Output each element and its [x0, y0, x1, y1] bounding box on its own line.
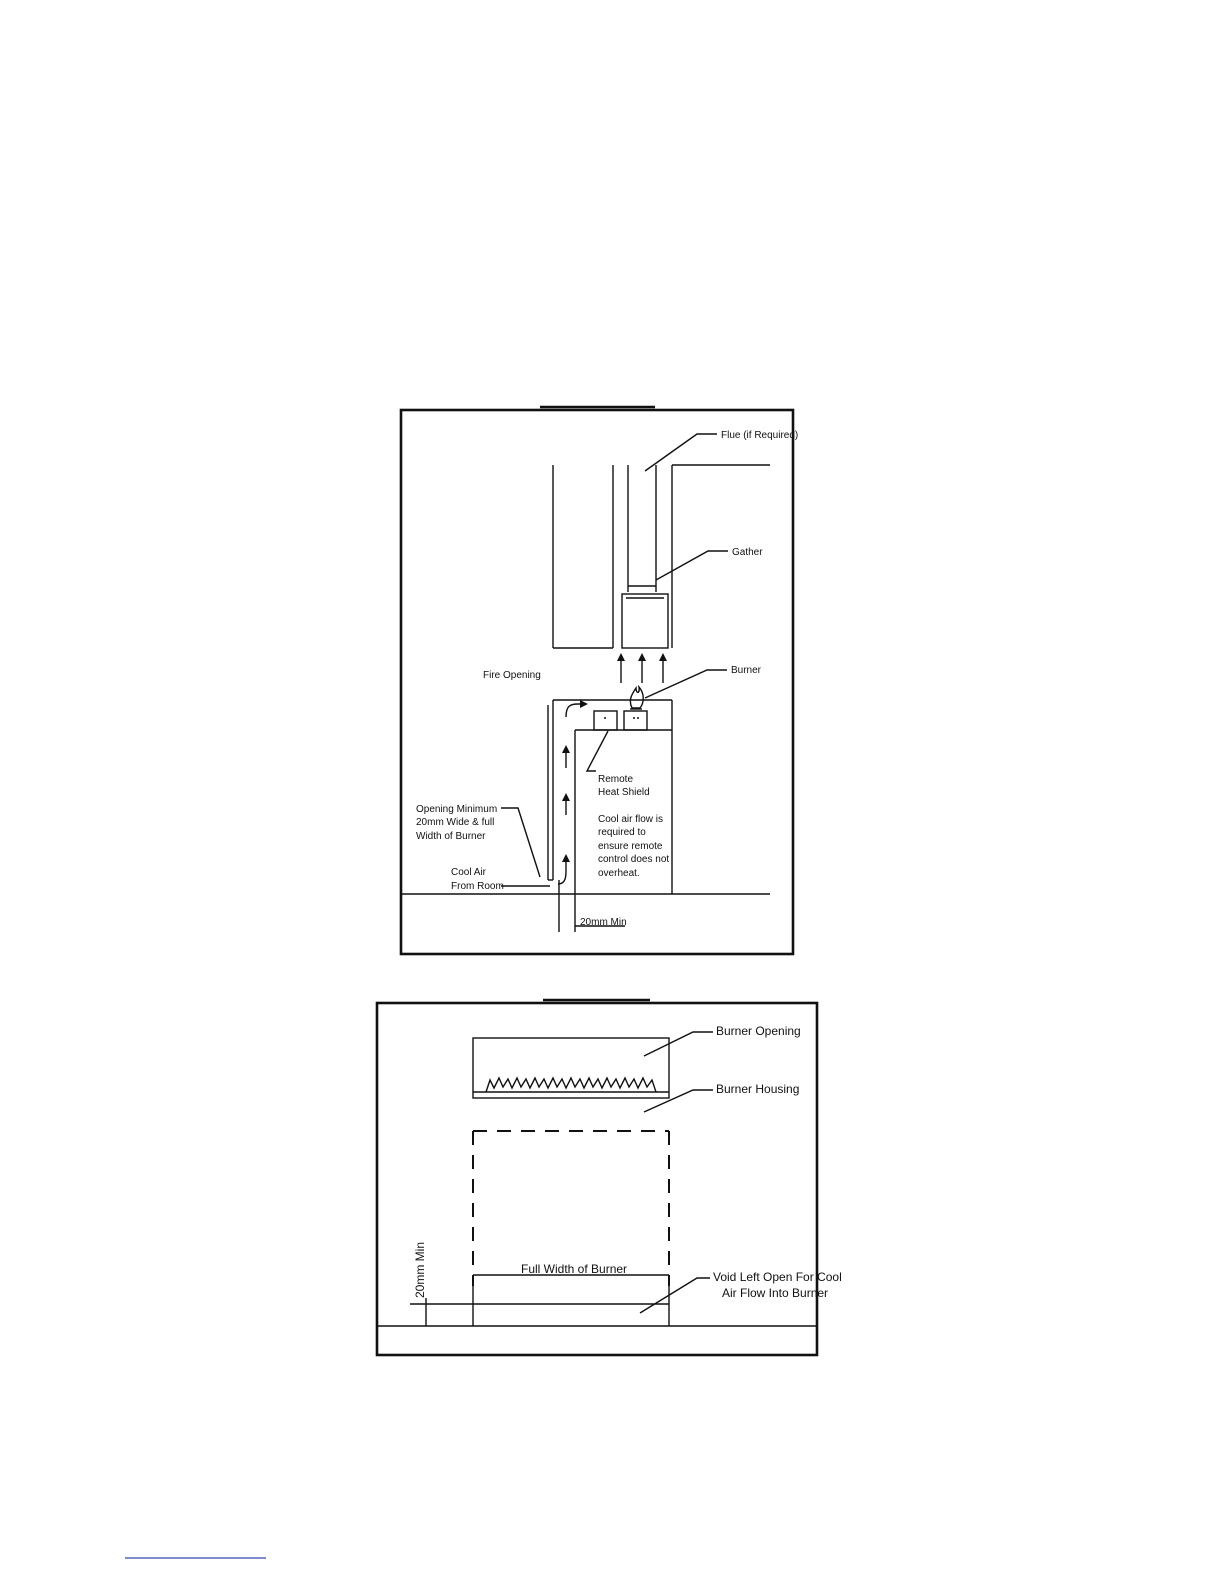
label-void-2: Air Flow Into Burner — [722, 1286, 829, 1300]
label-remote-1: Remote — [598, 774, 634, 785]
label-opening-2: 20mm Wide & full — [416, 817, 495, 828]
label-cool-air-1: Cool Air — [451, 867, 487, 878]
label-burner: Burner — [731, 665, 762, 676]
flame-icon — [630, 687, 643, 708]
note-line-3: ensure remote — [598, 841, 663, 852]
burner-unit — [594, 687, 647, 730]
hot-air-arrows — [621, 657, 663, 683]
label-opening-3: Width of Burner — [416, 831, 486, 842]
burner-flames — [486, 1078, 656, 1092]
label-min-gap: 20mm Min — [580, 917, 627, 928]
label-cool-air-2: From Room — [451, 881, 504, 892]
cool-air-arrows — [558, 704, 584, 884]
diagram-bottom — [377, 1000, 842, 1355]
diagram-top — [401, 407, 798, 954]
bottom-frame — [377, 1003, 817, 1355]
burner-opening-box — [473, 1038, 669, 1098]
hearth-structure — [401, 700, 770, 894]
label-flue: Flue (if Required) — [721, 430, 799, 441]
label-burner-opening: Burner Opening — [716, 1024, 801, 1038]
label-min-height: 20mm Min — [413, 1241, 427, 1298]
label-void-1: Void Left Open For Cool — [713, 1270, 842, 1284]
label-gather: Gather — [732, 547, 763, 558]
label-burner-housing: Burner Housing — [716, 1082, 800, 1096]
label-opening-1: Opening Minimum — [416, 804, 498, 815]
flue-pipe — [628, 465, 656, 592]
note-line-5: overheat. — [598, 868, 640, 879]
note-line-1: Cool air flow is — [598, 814, 664, 825]
note-line-2: required to — [598, 827, 646, 838]
label-full-width: Full Width of Burner — [521, 1262, 628, 1276]
note-line-4: control does not — [598, 854, 670, 865]
gather-box — [622, 594, 668, 648]
label-fire-opening: Fire Opening — [483, 670, 541, 681]
label-remote-2: Heat Shield — [598, 787, 650, 798]
